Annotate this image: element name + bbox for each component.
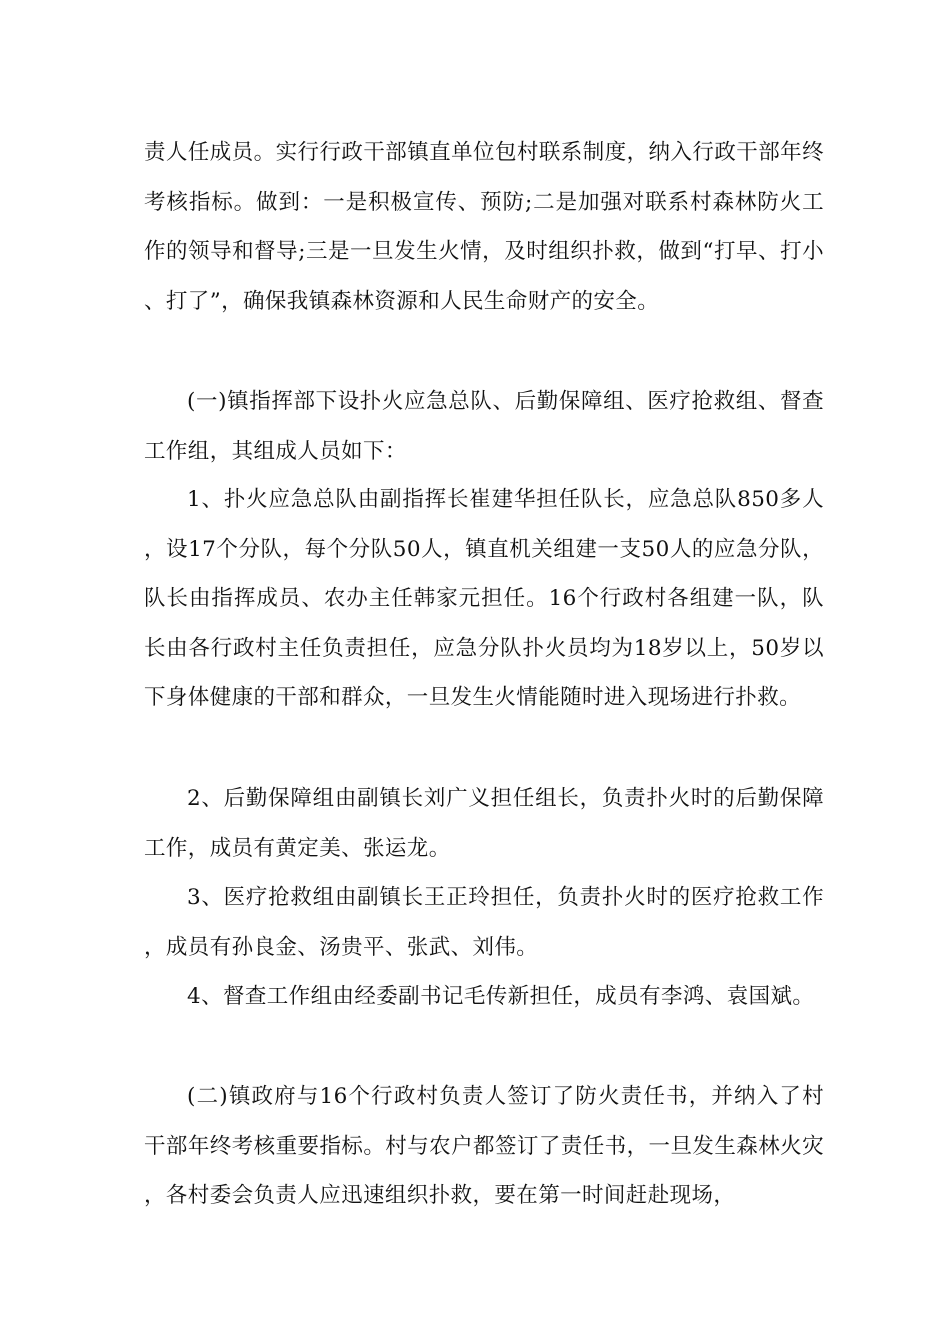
paragraph-item-1-emergency-team: 1、扑火应急总队由副指挥长崔建华担任队长，应急总队850多人，设17个分队，每个分队50人，镇直机关组建一支50人的应急分队，队长由指挥成员、农办主任韩家元担任。16个行政村各组建一队，队长由各行政村主任负责担任，应急分队扑火员均为18岁以上，50岁以下身体健康的干部和群众，一旦发生火情能随时进入现场进行扑救。 bbox=[144, 487, 824, 710]
paragraph-section-one-intro: (一)镇指挥部下设扑火应急总队、后勤保障组、医疗抢救组、督查工作组，其组成人员如下： bbox=[144, 389, 824, 464]
paragraph-item-2-logistics: 2、后勤保障组由副镇长刘广义担任组长，负责扑火时的后勤保障工作，成员有黄定美、张运龙。 bbox=[144, 786, 824, 861]
paragraph-duty-summary: 责人任成员。实行行政干部镇直单位包村联系制度，纳入行政干部年终考核指标。做到：一是积极宣传、预防;二是加强对联系村森林防火工作的领导和督导;三是一旦发生火情，及时组织扑救，做到“打早、打小、打了”，确保我镇森林资源和人民生命财产的安全。 bbox=[144, 140, 824, 314]
paragraph-item-3-medical: 3、医疗抢救组由副镇长王正玲担任，负责扑火时的医疗抢救工作，成员有孙良金、汤贵平、张武、刘伟。 bbox=[144, 885, 824, 960]
paragraph-item-4-supervision: 4、督查工作组由经委副书记毛传新担任，成员有李鸿、袁国斌。 bbox=[187, 984, 815, 1009]
paragraph-section-two: (二)镇政府与16个行政村负责人签订了防火责任书，并纳入了村干部年终考核重要指标。村与农户都签订了责任书，一旦发生森林火灾，各村委会负责人应迅速组织扑救，要在第一时间赶赴现场， bbox=[144, 1084, 824, 1208]
